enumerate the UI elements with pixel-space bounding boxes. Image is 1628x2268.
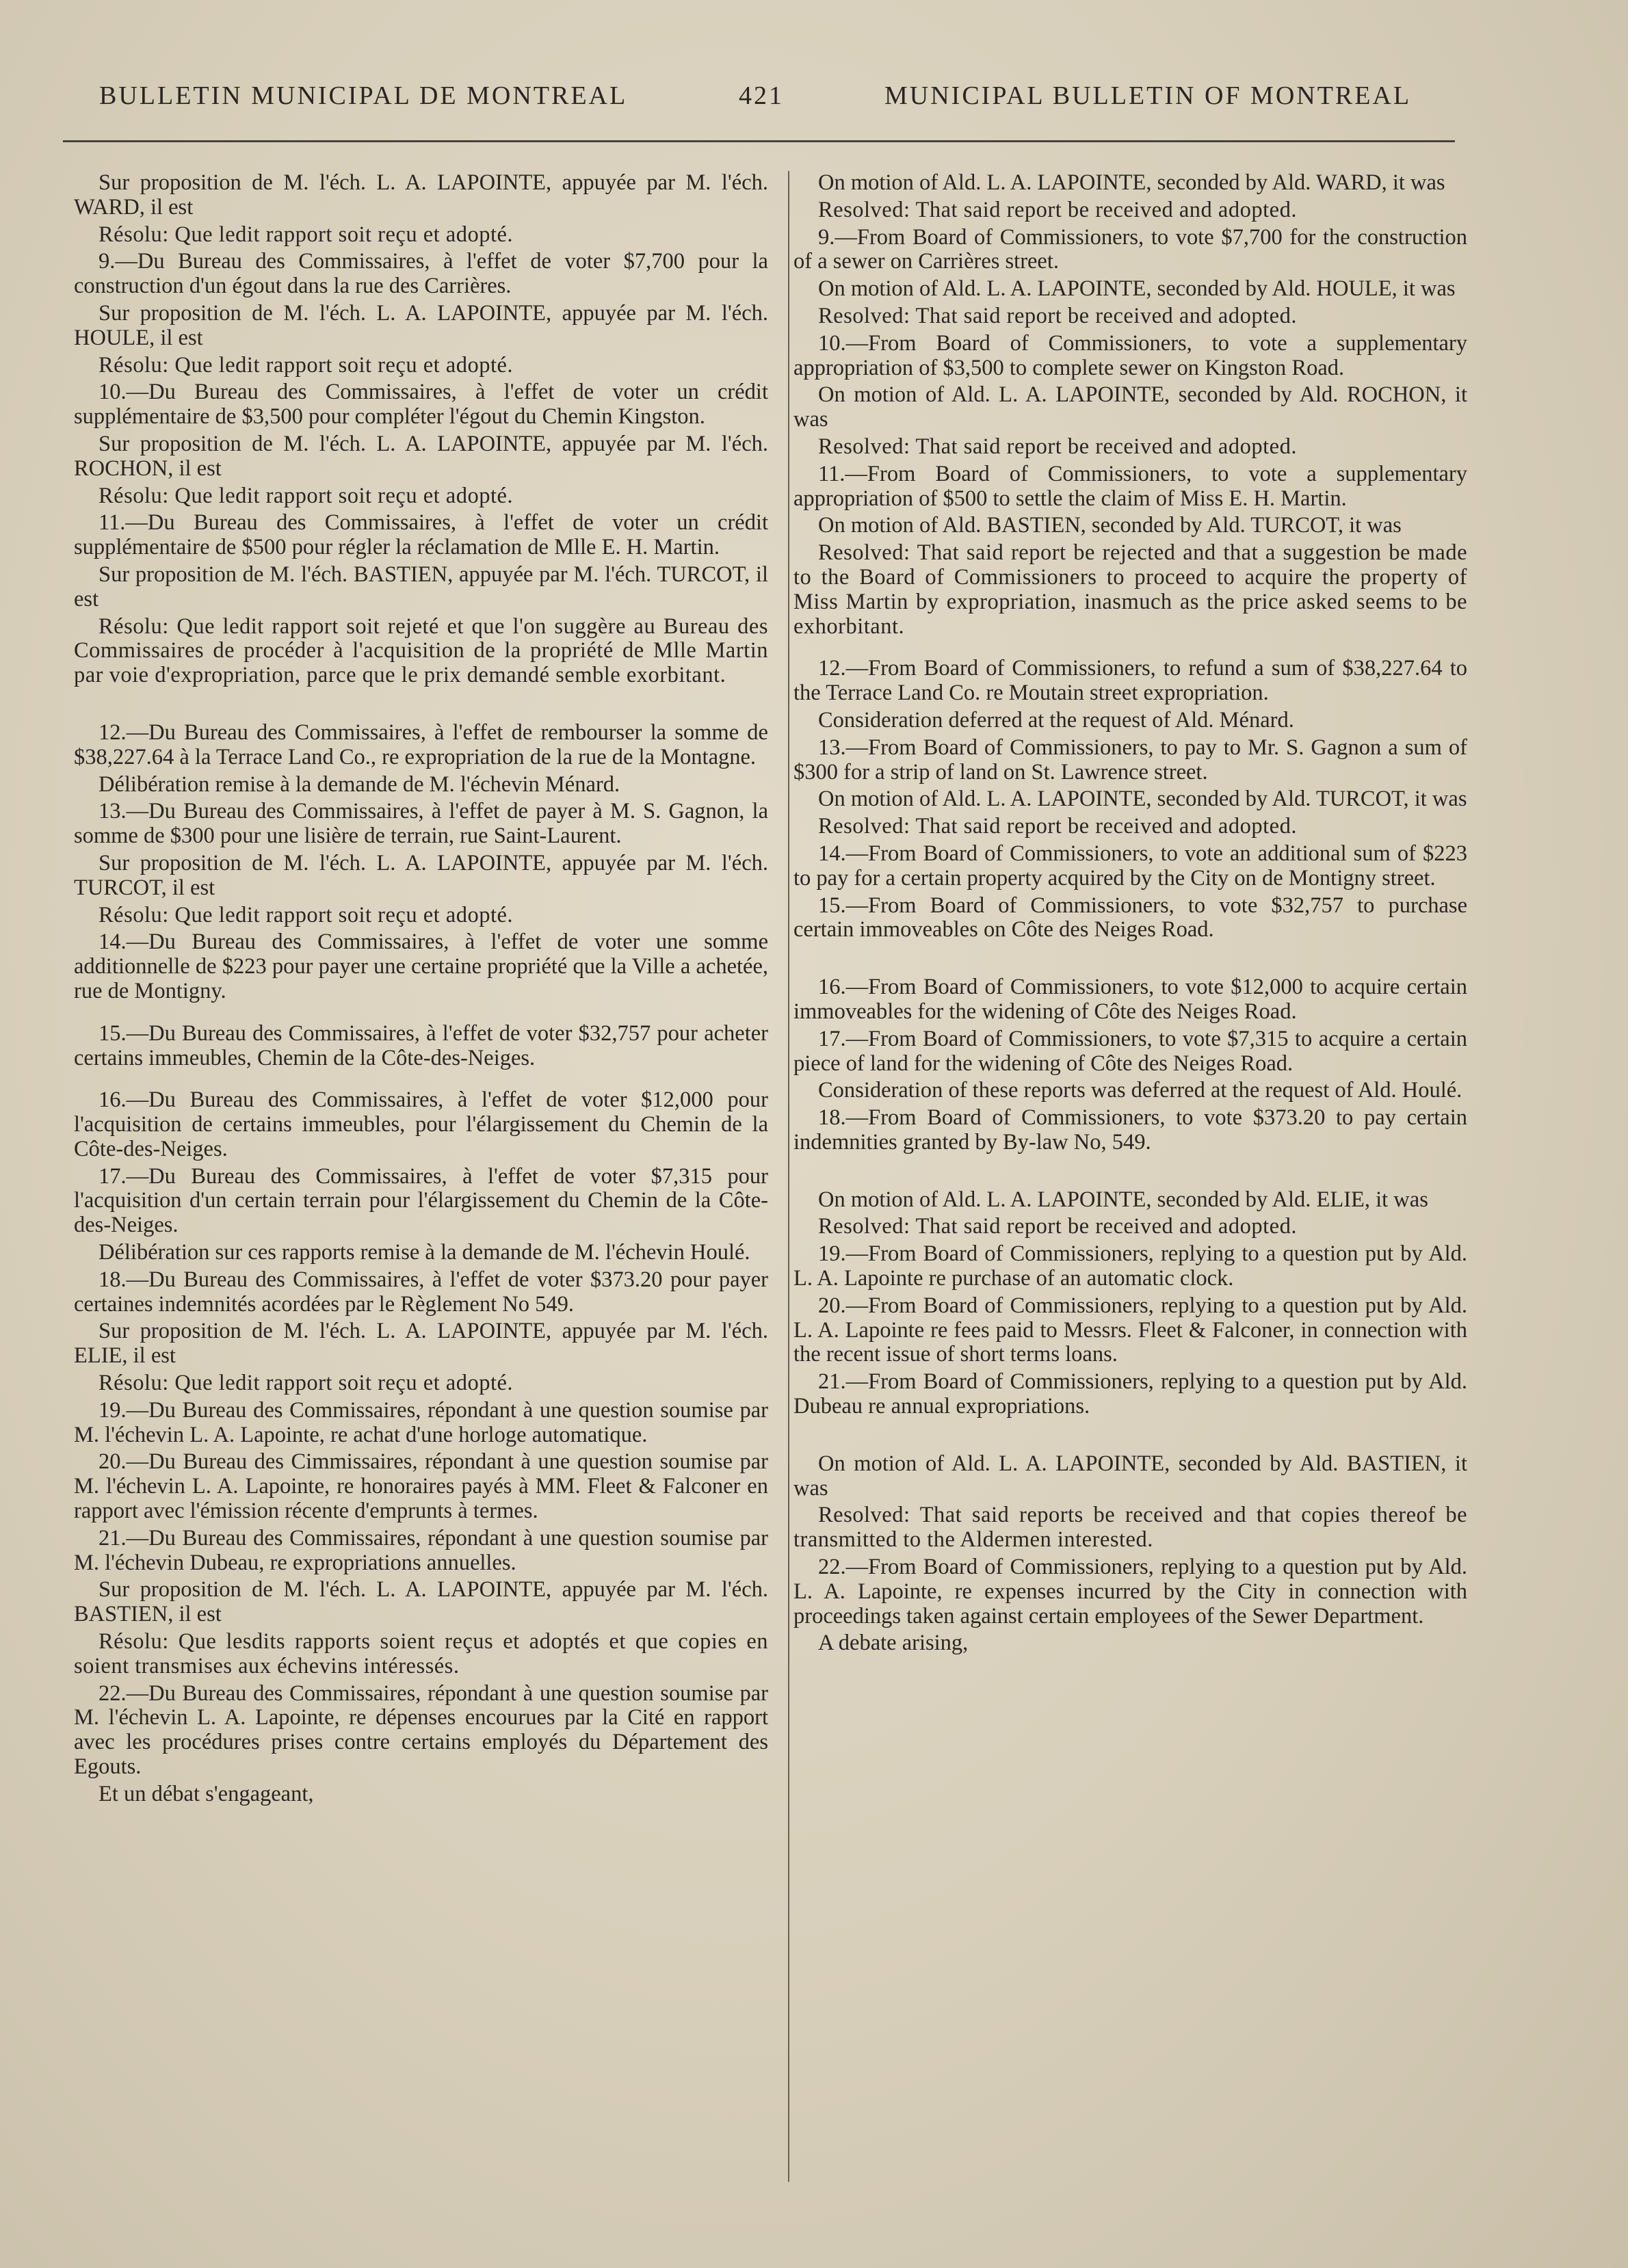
page-header <box>65 81 1471 135</box>
en-item-15: 15.—From Board of Commissioners, to vote $32,757 to purchase certain immoveables on Côte des Neiges Road. <box>793 893 1467 942</box>
fr-resolution-rejected: Résolu: Que ledit rapport soit rejeté et que l'on suggère au Bureau des Commissaires de procéder à l'acquisition de la propriété de Mlle Martin par voie d'expropriation, parce que le prix demandé semble exorbitant. <box>74 614 768 688</box>
fr-resolution: Résolu: Que ledit rapport soit reçu et adopté. <box>99 902 514 927</box>
fr-item-20: 20.—Du Bureau des Cimmissaires, répondant à une question soumise par M. l'échevin L. A. Lapointe, re honoraires payés à MM. Fleet & Falconer en rapport avec l'émission récente d'emprunts à termes. <box>74 1449 768 1524</box>
en-deliberation-houle: Consideration of these reports was deferred at the request of Ald. Houlé. <box>818 1078 1462 1103</box>
en-resolution: Resolved: That said report be received and adopted. <box>818 303 1297 328</box>
english-column <box>793 171 1467 1659</box>
french-column <box>74 171 768 1810</box>
header-title-french: BULLETIN MUNICIPAL DE MONTREAL <box>99 81 628 110</box>
fr-item-12: 12.—Du Bureau des Commissaires, à l'effet de rembourser la somme de $38,227.64 à la Terrace Land Co., re expropriation de la rue de la Montagne. <box>74 720 768 769</box>
en-motion-rochon: On motion of Ald. L. A. LAPOINTE, seconded by Ald. ROCHON, it was <box>793 382 1467 432</box>
en-resolution: Resolved: That said report be received and adopted. <box>818 1214 1297 1239</box>
fr-resolution: Résolu: Que ledit rapport soit reçu et adopté. <box>99 483 514 508</box>
en-resolution-copies: Resolved: That said reports be received and that copies thereof be transmitted to the Aldermen interested. <box>793 1503 1467 1553</box>
fr-item-18: 18.—Du Bureau des Commissaires, à l'effet de voter $373.20 pour payer certaines indemnités acordées par le Règlement No 549. <box>74 1267 768 1317</box>
en-resolution-rejected: Resolved: That said report be rejected and that a suggestion be made to the Board of Commissioners to proceed to acquire the property of Miss Martin by expropriation, inasmuch as the price asked seems to be exhorbitant. <box>793 540 1467 639</box>
header-title-english: MUNICIPAL BULLETIN OF MONTREAL <box>884 81 1412 110</box>
fr-motion-rochon: Sur proposition de M. l'éch. L. A. LAPOINTE, appuyée par M. l'éch. ROCHON, il est <box>74 431 768 481</box>
fr-item-10: 10.—Du Bureau des Commissaires, à l'effet de voter un crédit supplémentaire de $3,500 pour compléter l'égout du Chemin Kingston. <box>74 380 768 430</box>
fr-resolution: Résolu: Que ledit rapport soit reçu et adopté. <box>99 352 514 378</box>
fr-resolution: Résolu: Que ledit rapport soit reçu et adopté. <box>99 1371 514 1396</box>
fr-motion-ward: Sur proposition de M. l'éch. L. A. LAPOINTE, appuyée par M. l'éch. WARD, il est <box>74 170 768 220</box>
fr-resolution: Résolu: Que ledit rapport soit reçu et adopté. <box>99 222 514 247</box>
fr-item-9: 9.—Du Bureau des Commissaires, à l'effet de voter $7,700 pour la construction d'un égout dans la rue des Carrières. <box>74 249 768 299</box>
en-item-13: 13.—From Board of Commissioners, to pay to Mr. S. Gagnon a sum of $300 for a strip of land on St. Lawrence street. <box>793 735 1467 784</box>
en-resolution: Resolved: That said report be received and adopted. <box>818 434 1297 459</box>
fr-motion-bastien-2: Sur proposition de M. l'éch. L. A. LAPOINTE, appuyée par M. l'éch. BASTIEN, il est <box>74 1577 768 1627</box>
en-item-18: 18.—From Board of Commissioners, to vote $373.20 to pay certain indemnities granted by By-law No, 549. <box>793 1105 1467 1155</box>
en-motion-ward: On motion of Ald. L. A. LAPOINTE, seconded by Ald. WARD, it was <box>818 170 1445 195</box>
en-motion-bastien: On motion of Ald. BASTIEN, seconded by Ald. TURCOT, it was <box>818 513 1402 538</box>
en-resolution: Resolved: That said report be received and adopted. <box>818 197 1297 222</box>
en-motion-turcot: On motion of Ald. L. A. LAPOINTE, seconded by Ald. TURCOT, it was <box>818 787 1467 812</box>
en-item-20: 20.—From Board of Commissioners, replying to a question put by Ald. L. A. Lapointe re fees paid to Messrs. Fleet & Falconer, in connection with the recent issue of short terms loans. <box>793 1293 1467 1367</box>
en-motion-bastien-2: On motion of Ald. L. A. LAPOINTE, seconded by Ald. BASTIEN, it was <box>793 1451 1467 1501</box>
en-motion-elie: On motion of Ald. L. A. LAPOINTE, seconded by Ald. ELIE, it was <box>818 1187 1428 1212</box>
fr-item-19: 19.—Du Bureau des Commissaires, répondant à une question soumise par M. l'échevin L. A. Lapointe, re achat d'une horloge automatique. <box>74 1397 768 1447</box>
en-item-14: 14.—From Board of Commissioners, to vote an additional sum of $223 to pay for a certain property acquired by the City on de Montigny street. <box>793 841 1467 891</box>
en-motion-houle: On motion of Ald. L. A. LAPOINTE, seconded by Ald. HOULE, it was <box>818 276 1456 302</box>
fr-item-17: 17.—Du Bureau des Commissaires, à l'effet de voter $7,315 pour l'acquisition d'un certain terrain pour l'élargissement du Chemin de la Côte-des-Neiges. <box>74 1163 768 1238</box>
fr-item-14: 14.—Du Bureau des Commissaires, à l'effet de voter une somme additionnelle de $223 pour payer une certaine propriété que la Ville a achetée, rue de Montigny. <box>74 929 768 1003</box>
fr-deliberation-houle: Délibération sur ces rapports remise à la demande de M. l'échevin Houlé. <box>99 1240 750 1265</box>
fr-item-13: 13.—Du Bureau des Commissaires, à l'effet de payer à M. S. Gagnon, la somme de $300 pour une lisière de terrain, rue Saint-Laurent. <box>74 799 768 849</box>
fr-item-15: 15.—Du Bureau des Commissaires, à l'effet de voter $32,757 pour acheter certains immeubles, Chemin de la Côte-des-Neiges. <box>74 1020 768 1070</box>
fr-debate: Et un débat s'engageant, <box>99 1781 314 1806</box>
fr-deliberation-menard: Délibération remise à la demande de M. l'échevin Ménard. <box>99 772 620 797</box>
fr-item-16: 16.—Du Bureau des Commissaires, à l'effet de voter $12,000 pour l'acquisition de certains immeubles, pour l'élargissement du Chemin de la Côte-des-Neiges. <box>74 1087 768 1161</box>
fr-resolution-copies: Résolu: Que lesdits rapports soient reçus et adoptés et que copies en soient transmises aux échevins intéressés. <box>74 1629 768 1678</box>
fr-item-11: 11.—Du Bureau des Commissaires, à l'effet de voter un crédit supplémentaire de $500 pour régler la réclamation de Mlle E. H. Martin. <box>74 510 768 560</box>
en-item-9: 9.—From Board of Commissioners, to vote $7,700 for the construction of a sewer on Carrières street. <box>793 224 1467 274</box>
en-item-17: 17.—From Board of Commissioners, to vote $7,315 to acquire a certain piece of land for the widening of Côte des Neiges Road. <box>793 1026 1467 1076</box>
fr-motion-bastien: Sur proposition de M. l'éch. BASTIEN, appuyée par M. l'éch. TURCOT, il est <box>74 562 768 611</box>
en-item-11: 11.—From Board of Commissioners, to vote a supplementary appropriation of $500 to settle the claim of Miss E. H. Martin. <box>793 461 1467 511</box>
en-item-21: 21.—From Board of Commissioners, replying to a question put by Ald. Dubeau re annual expropriations. <box>793 1369 1467 1419</box>
en-item-10: 10.—From Board of Commissioners, to vote a supplementary appropriation of $3,500 to complete sewer on Kingston Road. <box>793 330 1467 380</box>
header-rule <box>63 140 1455 142</box>
en-item-12: 12.—From Board of Commissioners, to refund a sum of $38,227.64 to the Terrace Land Co. re Moutain street expropriation. <box>793 656 1467 706</box>
en-resolution: Resolved: That said report be received and adopted. <box>818 814 1297 839</box>
column-divider <box>788 171 789 2182</box>
fr-motion-turcot: Sur proposition de M. l'éch. L. A. LAPOINTE, appuyée par M. l'éch. TURCOT, il est <box>74 850 768 900</box>
en-debate: A debate arising, <box>818 1631 969 1656</box>
fr-item-21: 21.—Du Bureau des Commissaires, répondant à une question soumise par M. l'échevin Dubeau, re expropriations annuelles. <box>74 1525 768 1575</box>
en-deliberation-menard: Consideration deferred at the request of Ald. Ménard. <box>818 707 1294 733</box>
fr-motion-houle: Sur proposition de M. l'éch. L. A. LAPOINTE, appuyée par M. l'éch. HOULE, il est <box>74 300 768 350</box>
fr-motion-elie: Sur proposition de M. l'éch. L. A. LAPOINTE, appuyée par M. l'éch. ELIE, il est <box>74 1319 768 1369</box>
en-item-19: 19.—From Board of Commissioners, replying to a question put by Ald. L. A. Lapointe re purchase of an automatic clock. <box>793 1241 1467 1291</box>
en-item-16: 16.—From Board of Commissioners, to vote $12,000 to acquire certain immoveables for the widening of Côte des Neiges Road. <box>793 975 1467 1024</box>
fr-item-22: 22.—Du Bureau des Commissaires, répondant à une question soumise par M. l'échevin L. A. Lapointe, re dépenses encourues par la Cité en rapport avec les procédures prises contre certains employés du Département des Egouts. <box>74 1680 768 1780</box>
page-number: 421 <box>739 81 784 110</box>
en-item-22: 22.—From Board of Commissioners, replying to a question put by Ald. L. A. Lapointe, re expenses incurred by the City in connection with proceedings taken against certain employees of the Sewer Department. <box>793 1555 1467 1629</box>
